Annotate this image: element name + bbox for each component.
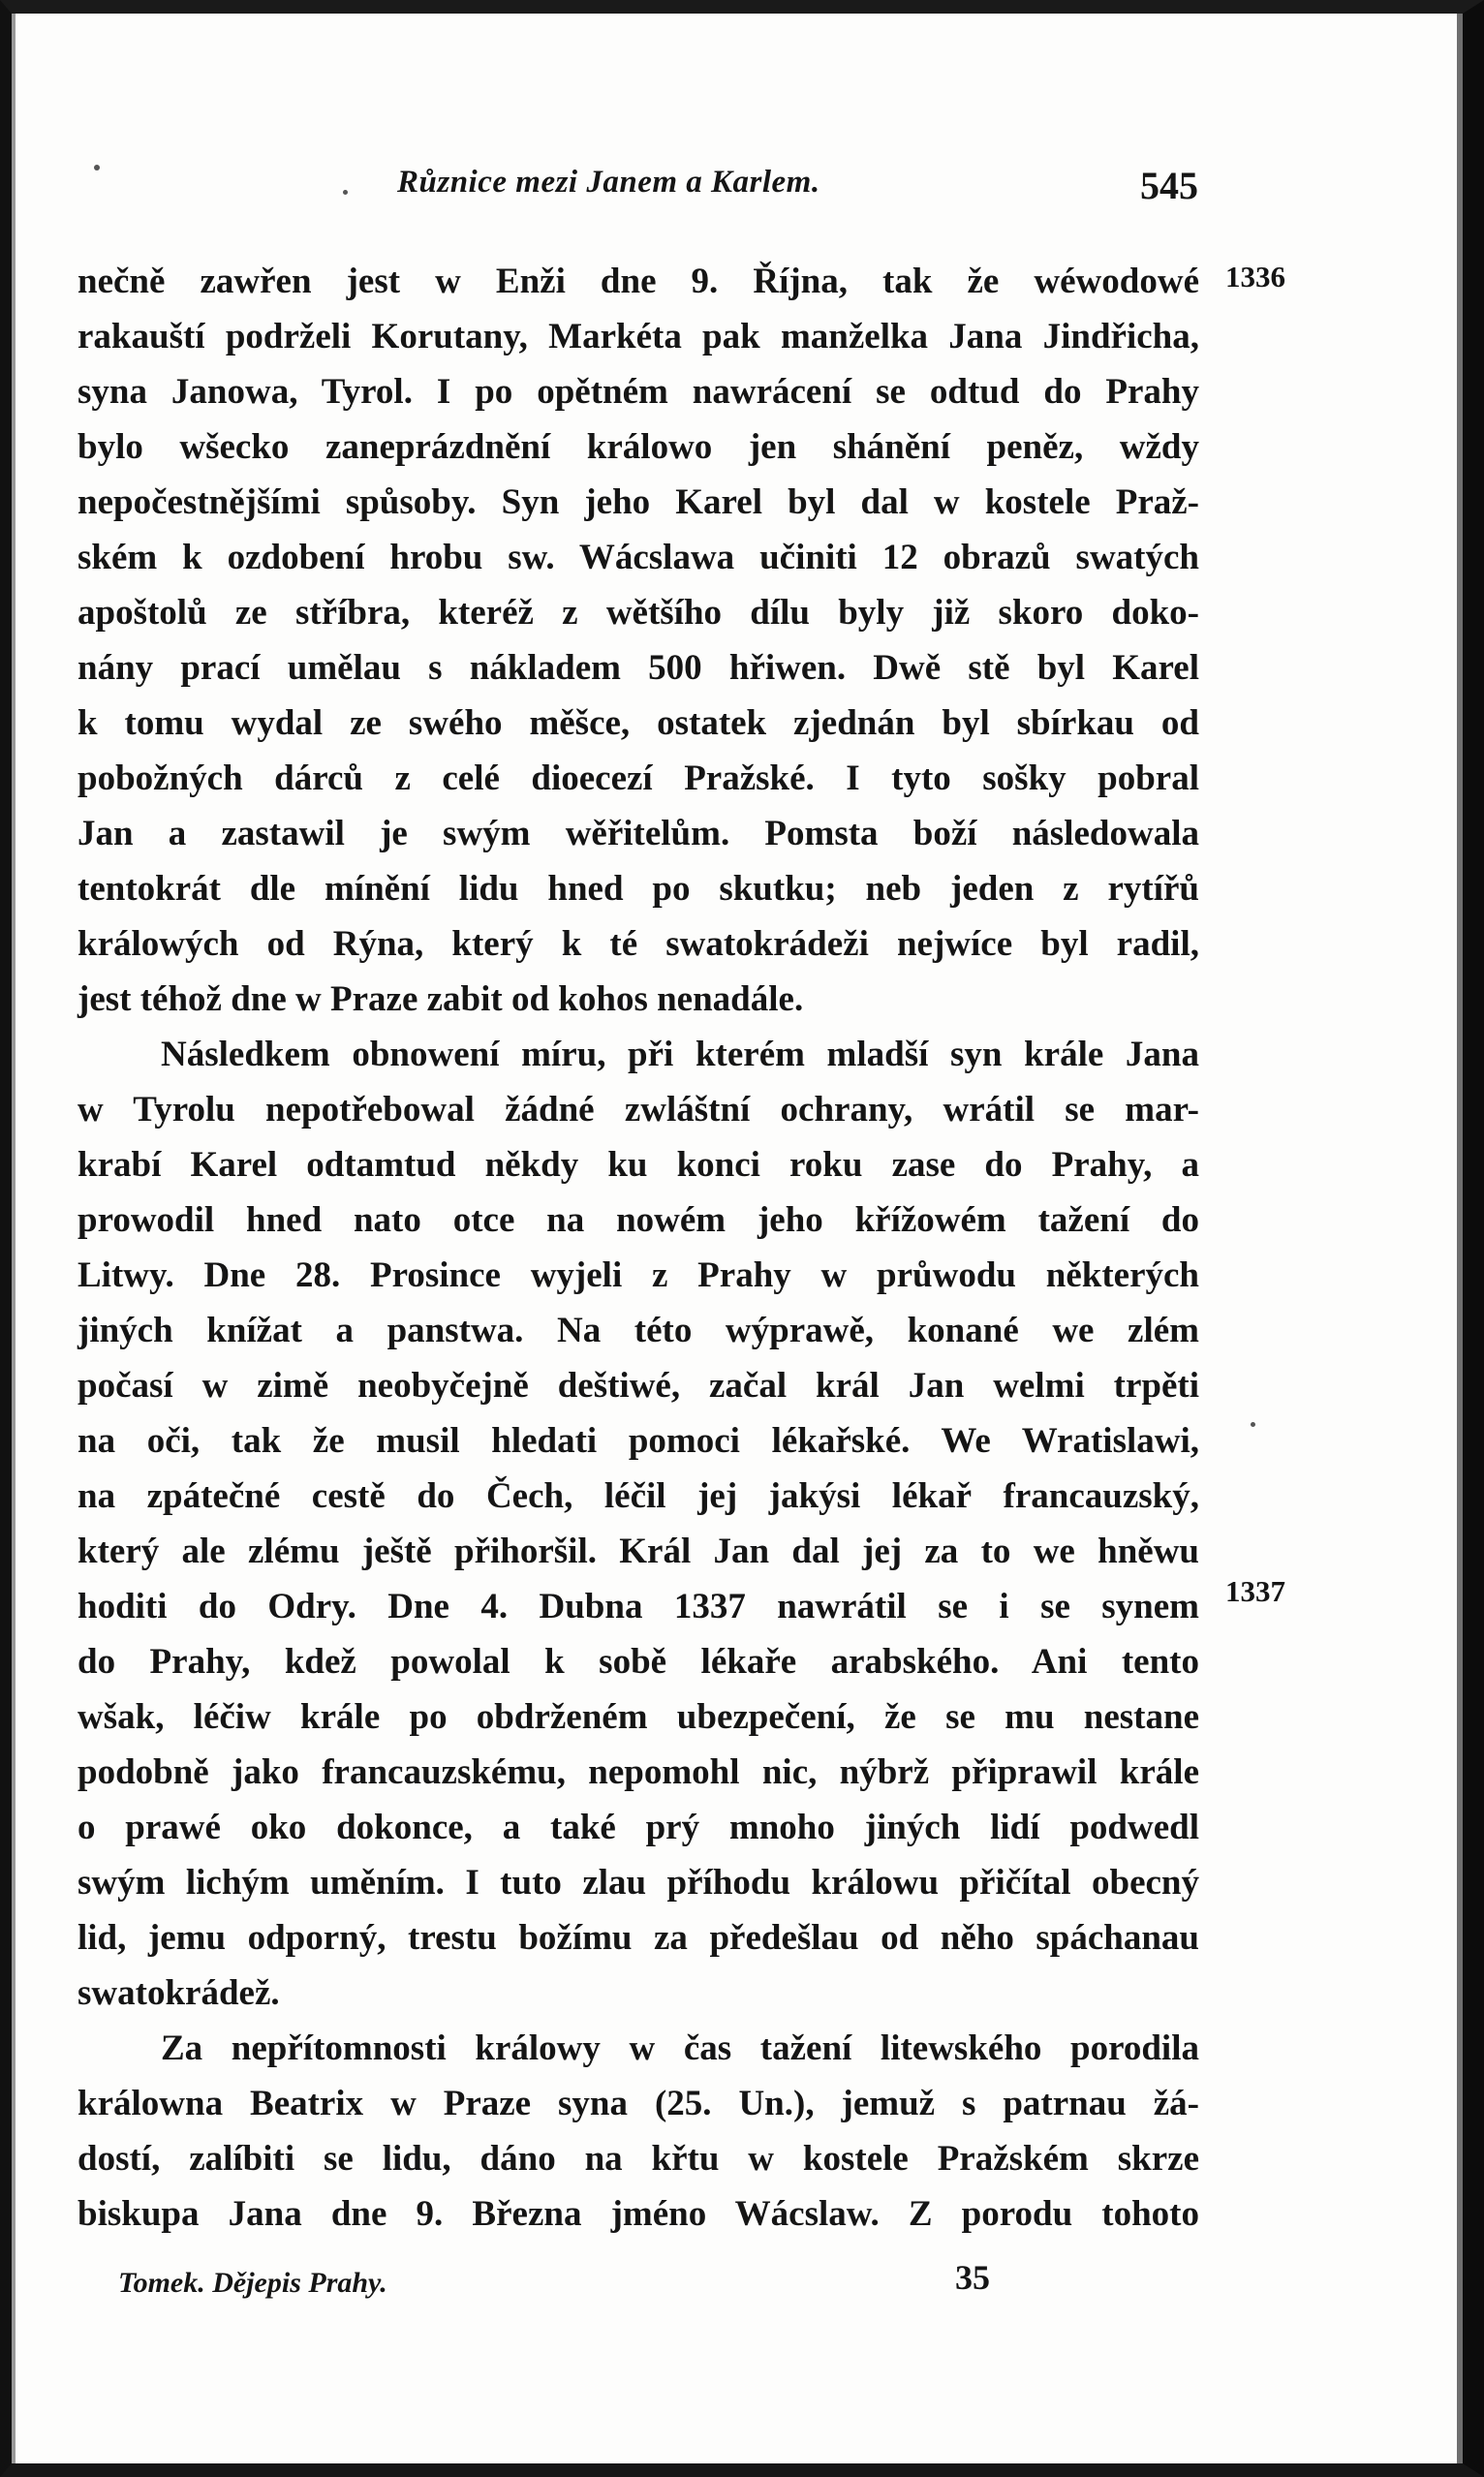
text-line: nepočestnějšími spůsoby. Syn jeho Karel byl dal w kostele Praž- (77, 482, 1199, 522)
text-line: syna Janowa, Tyrol. I po opětném nawrácení se odtud do Prahy (77, 372, 1199, 412)
text-line: Litwy. Dne 28. Prosince wyjeli z Prahy w průwodu některých (77, 1255, 1199, 1295)
text-line: tentokrát dle mínění lidu hned po skutku; neb jeden z rytířů (77, 869, 1199, 909)
scan-speck (343, 190, 348, 195)
text-line: na oči, tak že musil hledati pomoci lékařské. We Wratislawi, (77, 1421, 1199, 1461)
text-line: k tomu wydal ze swého měšce, ostatek zjednán byl sbírkau od (77, 703, 1199, 743)
page-number: 545 (1140, 164, 1198, 207)
text-line: o prawé oko dokonce, a také prý mnoho jiných lidí podwedl (77, 1808, 1199, 1847)
text-line: krabí Karel odtamtud někdy ku konci roku zase do Prahy, a (77, 1145, 1199, 1185)
text-line: ském k ozdobení hrobu sw. Wácslawa učiniti 12 obrazů swatých (77, 538, 1199, 577)
text-line: do Prahy, kdež powolal k sobě lékaře arabského. Ani tento (77, 1642, 1199, 1682)
footer-source: Tomek. Dějepis Prahy. (118, 2267, 387, 2299)
signature-mark: 35 (955, 2258, 990, 2297)
scan-speck (94, 165, 100, 170)
text-line: hoditi do Odry. Dne 4. Dubna 1337 nawrátil se i se synem (77, 1587, 1199, 1626)
text-line: králowna Beatrix w Praze syna (25. Un.), jemuž s patrnau žá- (77, 2084, 1199, 2123)
text-line: nány prací umělau s nákladem 500 hřiwen. Dwě stě byl Karel (77, 648, 1199, 688)
text-line: Následkem obnowení míru, při kterém mladší syn krále Jana (161, 1035, 1199, 1074)
text-line: wšak, léčiw krále po obdrženém ubezpečení, že se mu nestane (77, 1697, 1199, 1737)
running-title: Různice mezi Janem a Karlem. (397, 165, 820, 200)
text-line: swým lichým uměním. I tuto zlau příhodu králowu přičítal obecný (77, 1863, 1199, 1903)
text-line: králowých od Rýna, který k té swatokrádeži nejwíce byl radil, (77, 924, 1199, 964)
text-line: apoštolů ze stříbra, kteréž z wětšího dílu byly již skoro doko- (77, 593, 1199, 633)
text-line: w Tyrolu nepotřebowal žádné zwláštní ochrany, wrátil se mar- (77, 1090, 1199, 1130)
text-line: nečně zawřen jest w Enži dne 9. Října, tak že wéwodowé (77, 262, 1199, 301)
text-line: pobožných dárců z celé dioecezí Pražské. I tyto sošky pobral (77, 759, 1199, 798)
body-text (77, 254, 1199, 2242)
text-line: rakauští podrželi Korutany, Markéta pak manželka Jana Jindřicha, (77, 317, 1199, 356)
scan-speck (1251, 1422, 1255, 1427)
text-line: který ale zlému ještě přihoršil. Král Jan dal jej za to we hněwu (77, 1532, 1199, 1571)
text-line: Jan a zastawil je swým wěřitelům. Pomsta boží následowala (77, 814, 1199, 853)
text-line: lid, jemu odporný, trestu božímu za předešlau od něho spáchanau (77, 1918, 1199, 1958)
text-line: bylo wšecko zaneprázdnění králowo jen shánění peněz, wždy (77, 427, 1199, 467)
text-line: Za nepřítomnosti králowy w čas tažení litewského porodila (161, 2028, 1199, 2068)
margin-year-1336: 1336 (1225, 260, 1285, 294)
text-line: dostí, zalíbiti se lidu, dáno na křtu w kostele Pražském skrze (77, 2139, 1199, 2179)
margin-year-1337: 1337 (1225, 1574, 1285, 1608)
text-line: jest téhož dne w Praze zabit od kohos nenadále. (77, 979, 804, 1019)
text-line: počasí w zimě neobyčejně deštiwé, začal král Jan welmi trpěti (77, 1366, 1199, 1406)
text-line: swatokrádež. (77, 1973, 280, 2013)
text-line: podobně jako francauzskému, nepomohl nic, nýbrž připrawil krále (77, 1752, 1199, 1792)
text-line: biskupa Jana dne 9. Března jméno Wácslaw. Z porodu tohoto (77, 2194, 1199, 2234)
text-line: jiných knížat a panstwa. Na této wýprawě, konané we zlém (77, 1311, 1199, 1350)
text-line: na zpátečné cestě do Čech, léčil jej jakýsi lékař francauzský, (77, 1476, 1199, 1516)
text-line: prowodil hned nato otce na nowém jeho křížowém tažení do (77, 1200, 1199, 1240)
